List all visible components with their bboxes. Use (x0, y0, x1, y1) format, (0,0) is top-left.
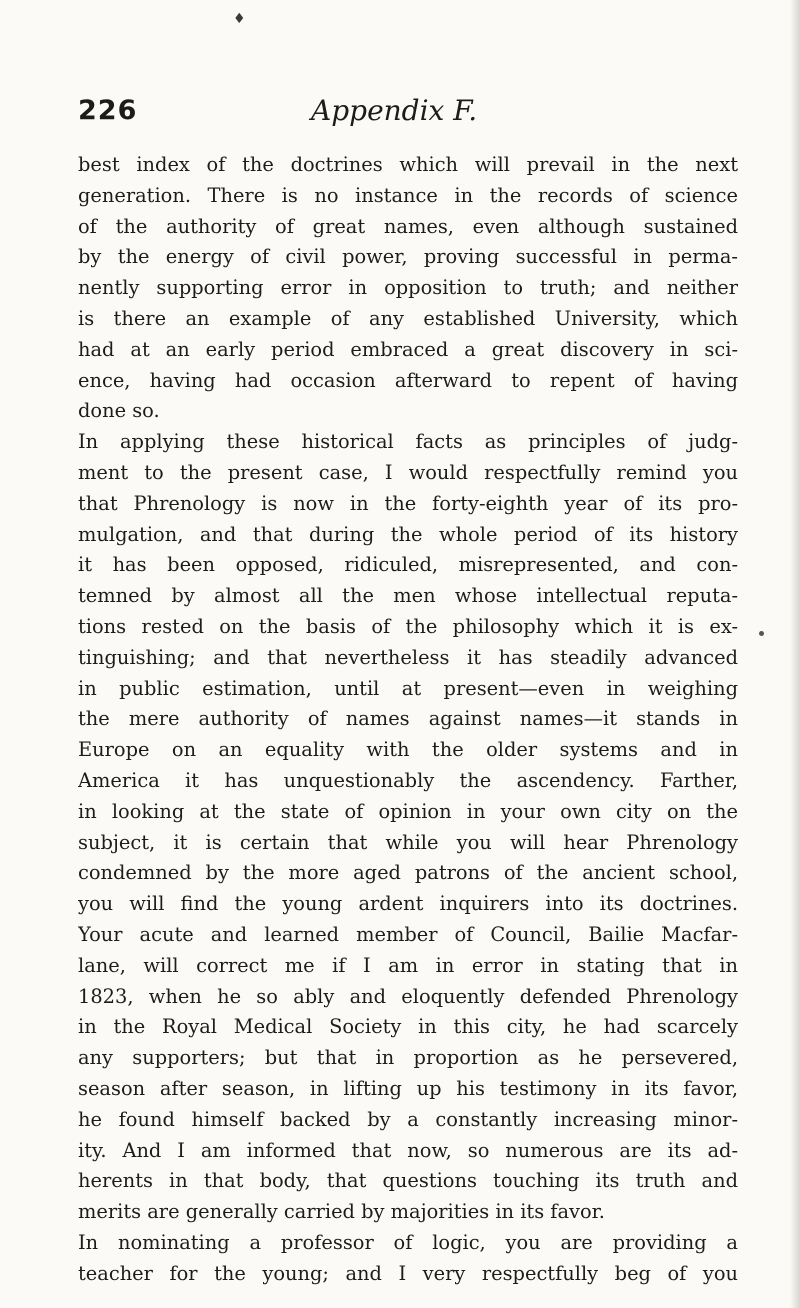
text-line: nently supporting error in opposition to truth; and neither (78, 276, 738, 300)
paragraph-end-line: merits are generally carried by majorities in its favor. (78, 1200, 605, 1224)
text-line: lane, will correct me if I am in error in stating that in (78, 953, 738, 977)
text-line: of the authority of great names, even although sustained (78, 214, 738, 238)
text-line: mulgation, and that during the whole period of its history (78, 522, 738, 546)
text-line: he found himself backed by a constantly increasing minor- (78, 1107, 738, 1131)
printer-mark: ♦ (233, 11, 246, 27)
text-line: America it has unquestionably the ascendency. Farther, (78, 768, 738, 792)
text-line: ence, having had occasion afterward to repent of having (78, 368, 738, 392)
text-line: season after season, in lifting up his testimony in its favor, (78, 1076, 738, 1100)
text-line: by the energy of civil power, proving successful in perma- (78, 245, 738, 269)
page-header (78, 91, 738, 131)
text-line: you will find the young ardent inquirers into its doctrines. (78, 892, 738, 916)
text-line: Europe on an equality with the older systems and in (78, 738, 738, 762)
body-text (78, 150, 738, 1289)
text-line: best index of the doctrines which will prevail in the next (78, 153, 738, 176)
text-line: condemned by the more aged patrons of the ancient school, (78, 861, 738, 885)
text-line: ity. And I am informed that now, so numerous are its ad- (78, 1138, 738, 1162)
text-line: that Phrenology is now in the forty-eighth year of its pro- (78, 491, 738, 515)
text-line: tinguishing; and that nevertheless it has steadily advanced (78, 645, 738, 669)
text-line: is there an example of any established University, which (78, 306, 738, 330)
text-line: it has been opposed, ridiculed, misrepresented, and con- (78, 553, 738, 577)
paragraph-start-line: In applying these historical facts as principles of judg- (78, 430, 738, 454)
paragraph-start-line: In nominating a professor of logic, you are providing a (78, 1230, 738, 1254)
text-line: in public estimation, until at present—even in weighing (78, 676, 738, 700)
page-edge-shadow (790, 0, 800, 1308)
text-line: in the Royal Medical Society in this city, he had scarcely (78, 1015, 738, 1039)
text-line: herents in that body, that questions touching its truth and (78, 1169, 738, 1193)
paragraph-end-line: done so. (78, 399, 160, 423)
text-line: tions rested on the basis of the philosophy which it is ex- (78, 614, 738, 638)
text-line: any supporters; but that in proportion as he persevered, (78, 1046, 738, 1070)
margin-speck (759, 631, 764, 636)
text-line: 1823, when he so ably and eloquently defended Phrenology (78, 984, 738, 1008)
text-line: the mere authority of names against names—it stands in (78, 707, 738, 731)
text-line: teacher for the young; and I very respectfully beg of you (78, 1261, 738, 1285)
text-line: Your acute and learned member of Council, Bailie Macfar- (78, 922, 738, 946)
page-number: 226 (78, 95, 138, 126)
text-line: subject, it is certain that while you will hear Phrenology (78, 830, 738, 854)
text-line: had at an early period embraced a great discovery in sci- (78, 337, 738, 361)
running-head: Appendix F. (311, 94, 478, 127)
text-line: temned by almost all the men whose intellectual reputa- (78, 584, 738, 608)
text-line: ment to the present case, I would respectfully remind you (78, 460, 738, 484)
text-line: generation. There is no instance in the records of science (78, 183, 738, 207)
text-line: in looking at the state of opinion in your own city on the (78, 799, 738, 823)
